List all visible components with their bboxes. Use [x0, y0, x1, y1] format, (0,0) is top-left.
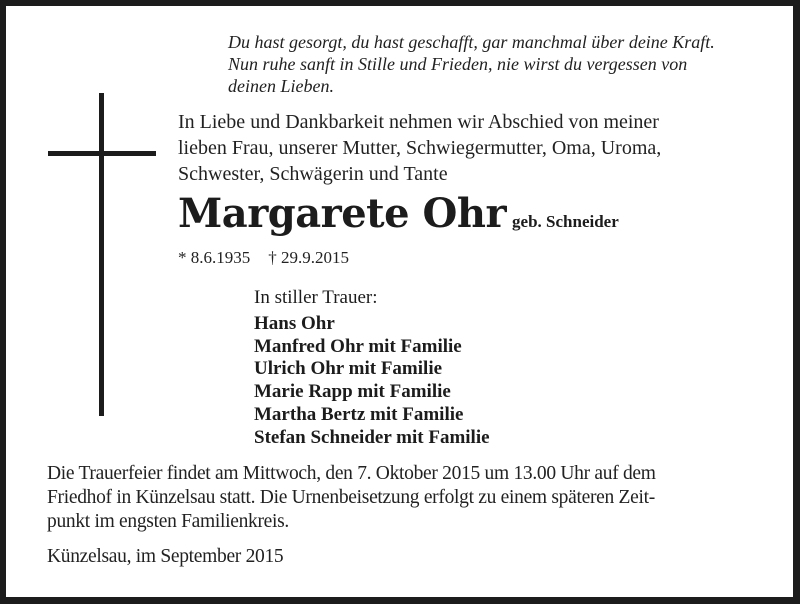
intro-text [178, 109, 738, 187]
place-and-date: Künzelsau, im September 2015 [47, 546, 284, 567]
intro-line: In Liebe und Dankbarkeit nehmen wir Abschied von meiner [178, 111, 659, 133]
mourners-list [254, 286, 490, 449]
mourner-item: Martha Bertz mit Familie [254, 403, 464, 425]
motto-verse [228, 31, 788, 97]
motto-line: Du hast gesorgt, du hast geschafft, gar manchmal über deine Kraft. [228, 32, 715, 52]
life-dates [178, 248, 349, 268]
details-line: Friedhof in Künzelsau statt. Die Urnenbeisetzung erfolgt zu einem späteren Zeit- [47, 487, 655, 508]
cross-horizontal-bar [48, 151, 156, 156]
funeral-details [47, 462, 787, 534]
motto-line: deinen Lieben. [228, 76, 334, 96]
details-line: punkt im engsten Familienkreis. [47, 511, 290, 532]
deceased-name-row [178, 190, 619, 237]
mourner-item: Manfred Ohr mit Familie [254, 335, 462, 357]
mourners-label: In stiller Trauer: [254, 287, 378, 308]
birth-date: * 8.6.1935 [178, 248, 251, 267]
death-date: † 29.9.2015 [268, 248, 349, 267]
mourner-item: Marie Rapp mit Familie [254, 381, 451, 403]
details-line: Die Trauerfeier findet am Mittwoch, den 7. Oktober 2015 um 13.00 Uhr auf dem [47, 463, 656, 484]
intro-line: lieben Frau, unserer Mutter, Schwiegermutter, Oma, Uroma, [178, 137, 662, 159]
cross-vertical-bar [99, 93, 104, 416]
mourner-item: Hans Ohr [254, 313, 335, 334]
intro-line: Schwester, Schwägerin und Tante [178, 163, 448, 185]
maiden-name: geb. Schneider [512, 212, 619, 231]
mourner-item: Ulrich Ohr mit Familie [254, 358, 443, 380]
motto-line: Nun ruhe sanft in Stille und Frieden, nie wirst du vergessen von [228, 54, 688, 74]
mourner-item: Stefan Schneider mit Familie [254, 426, 490, 448]
deceased-name: Margarete Ohr [178, 190, 507, 237]
